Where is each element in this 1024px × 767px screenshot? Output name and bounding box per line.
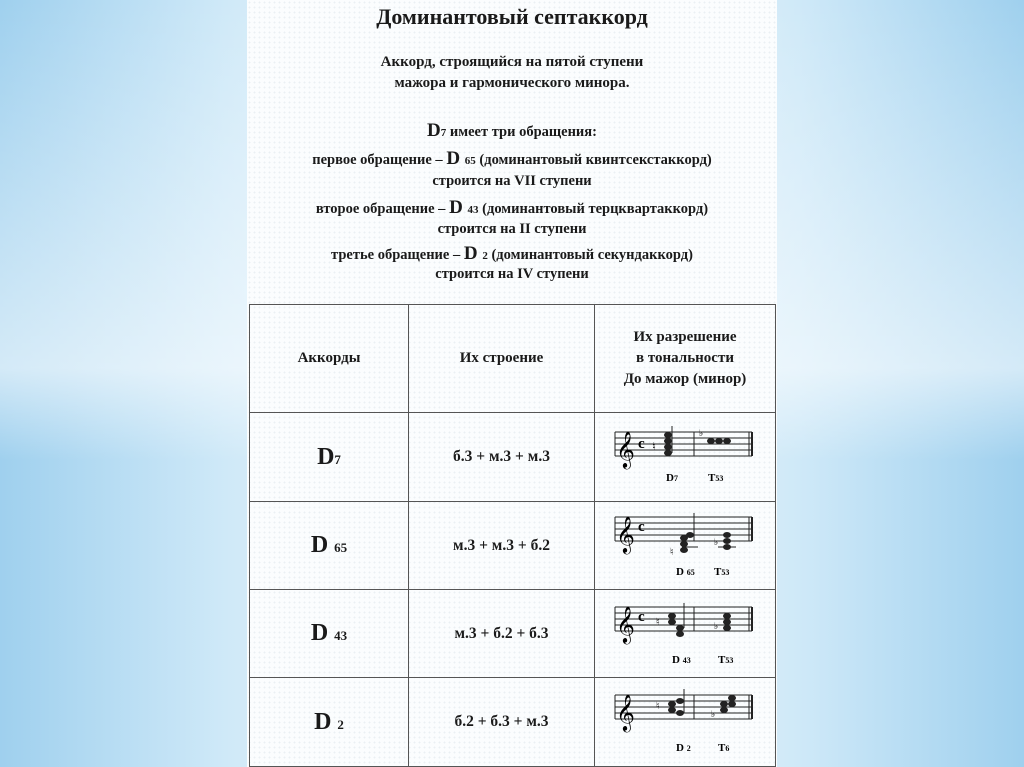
page-title: Доминантовый септаккорд: [376, 4, 648, 29]
staff-notation: [610, 424, 760, 490]
natural-sign: ♮: [670, 546, 674, 558]
notation-cell: [595, 590, 776, 678]
time-signature: c: [638, 436, 645, 452]
chord-cell: D 65: [250, 502, 409, 590]
definition-line-2: мажора и гармонического минора.: [394, 75, 630, 91]
label-dominant: D 43: [672, 653, 691, 666]
table-row: [250, 413, 776, 502]
time-signature: c: [638, 608, 645, 625]
chord-cell: D7: [250, 413, 409, 502]
label-tonic: T53: [718, 653, 734, 666]
label-tonic: T53: [714, 565, 730, 578]
flat-sign: ♭: [714, 620, 719, 631]
flat-sign: ♭: [714, 536, 719, 547]
staff-notation: [610, 599, 760, 669]
table-row: [250, 502, 776, 590]
inversion-3-built: строится на IV ступени: [435, 266, 589, 282]
natural-sign: ♮: [656, 616, 660, 628]
structure-cell: м.3 + м.3 + б.2: [409, 502, 595, 590]
table-row: [250, 590, 776, 678]
inversion-1: первое обращение – D 65 (доминантовый квинтсекстаккорд): [312, 148, 712, 169]
time-signature: c: [638, 518, 645, 535]
label-tonic: T53: [708, 472, 724, 484]
structure-cell: м.3 + б.2 + б.3: [409, 590, 595, 678]
inversion-2: второе обращение – D 43 (доминантовый терцквартаккорд): [315, 197, 709, 218]
natural-sign: ♮: [656, 701, 660, 712]
inversion-3: третье обращение – D 2 (доминантовый секундаккорд): [331, 243, 693, 264]
chord-cell: D 43: [250, 590, 409, 678]
notation-cell: [595, 413, 776, 502]
staff-notation: [610, 511, 760, 581]
natural-sign: ♮: [652, 441, 656, 453]
label-dominant: D 2: [676, 742, 691, 754]
chords-table: [249, 304, 776, 767]
content-panel: [247, 0, 777, 767]
treble-clef: 𝄞: [616, 515, 635, 552]
table-row: [250, 678, 776, 767]
header-resolution: Их разрешение в тональности До мажор (минор): [595, 305, 776, 413]
label-dominant: D7: [666, 472, 678, 484]
structure-cell: б.3 + м.3 + м.3: [409, 413, 595, 502]
definition-text: [247, 52, 777, 94]
label-tonic: T6: [718, 742, 730, 754]
treble-clef: 𝄞: [616, 431, 635, 467]
label-dominant: D 65: [676, 565, 695, 578]
header-chords: Аккорды: [250, 305, 409, 413]
definition-line-1: Аккорд, строящийся на пятой ступени: [380, 54, 644, 70]
header-structure: Их строение: [409, 305, 595, 413]
inversion-2-built: строится на II ступени: [437, 221, 587, 237]
chord-cell: D 2: [250, 678, 409, 767]
flat-sign: ♭: [711, 709, 716, 719]
notation-cell: [595, 678, 776, 767]
staff-notation: [610, 687, 760, 757]
inversions-header: D7 имеет три обращения:: [427, 120, 597, 141]
treble-clef: 𝄞: [616, 694, 635, 730]
structure-cell: б.2 + б.3 + м.3: [409, 678, 595, 767]
table-header-row: [250, 305, 776, 413]
inversion-1-built: строится на VII ступени: [432, 173, 592, 189]
notation-cell: [595, 502, 776, 590]
treble-clef: 𝄞: [616, 605, 635, 642]
flat-sign: ♭: [699, 428, 704, 438]
